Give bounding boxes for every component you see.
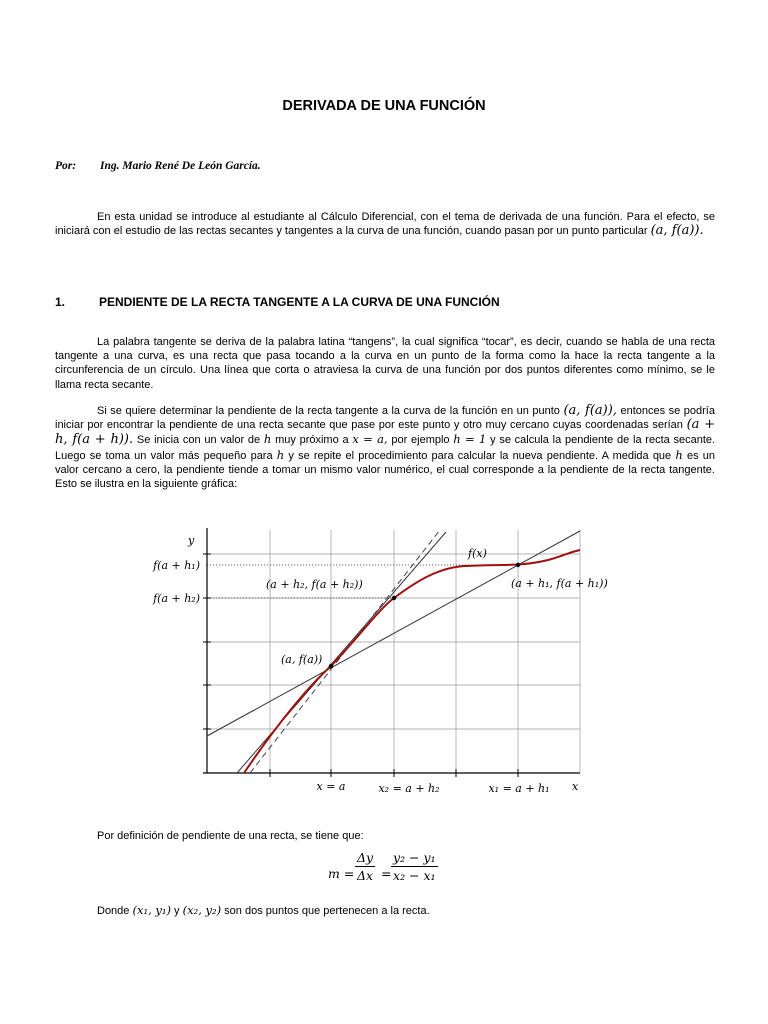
para2-text-7: y se repite el procedimiento para calcular la nueva pendiente. A medida que [288,449,672,462]
donde-text-3: son dos puntos que pertenecen a la recta. [224,905,430,917]
para2-math-7: h [675,447,683,462]
xtick-h1-label: x₁ = a + h₁ [488,782,550,795]
xtick-a-label: x = a [316,780,346,793]
secant-line-h1 [207,531,580,736]
paragraph-tangens [55,335,715,392]
document-title: DERIVADA DE UNA FUNCIÓN [282,98,486,114]
secant-tangent-graph [0,520,768,810]
paragraph-tangens-text: La palabra tangente se deriva de la palabra latina “tangens”, la cual significa “tocar”, es decir, cuando se habla de una recta tangente a una curva, es una recta que pasa tocando a la curva en un punto de la forma como la hace la recta tangente a la circunferencia de un círculo. Una línea que corta o atraviesa la curva de una función por dos puntos diferentes como mínimo, se le llama recta secante. [55,336,715,391]
ytick-h1-label: f(a + h₁) [153,559,200,572]
para2-math-4: x = a, [352,432,388,447]
grid [207,530,580,773]
para2-text-1: Si se quiere determinar la pendiente de la recta tangente a la curva de la función en un punto [97,405,560,417]
para2-math-1: (a, f(a)), [563,403,617,418]
formula-fraction-points [391,850,438,883]
para2-text-8: es un valor cercano a cero, la pendiente tiende a tomar un mismo valor numérico, el cual corresponde a la pendiente de la recta tangente. Esto se ilustra en la siguiente gráfica: [55,449,715,491]
section-title: PENDIENTE DE LA RECTA TANGENTE A LA CURVA DE UNA FUNCIÓN [99,295,500,309]
para2-text-6: y se calcula la pendiente de la recta secante. Luego se toma un valor más pequeño para [55,434,716,462]
para2-text-2: entonces se podría iniciar por encontrar la pendiente de una recta secante que pase por este punto y otro muy cercano cuyas coordenadas serían [55,405,715,432]
definition-text-content: Por definición de pendiente de una recta, se tiene que: [97,830,364,842]
para2-text-3: Se inicia con un valor de [136,434,261,447]
para2-math-3: h [263,432,272,447]
section-number: 1. [55,295,66,309]
y-axis-label: y [188,534,195,547]
formula-num-points: y₂ − y₁ [393,850,436,865]
point-h2-dot [392,596,396,600]
point-h2-label: (a + h₂, f(a + h₂)) [266,578,363,591]
xtick-h2-label: x₂ = a + h₂ [378,782,440,795]
author-label: Por: [55,160,77,172]
author-line [55,160,261,172]
section-heading [55,295,500,309]
point-a-label: (a, f(a)) [281,653,323,666]
intro-paragraph [55,210,715,238]
ytick-h2-label: f(a + h₂) [153,592,200,605]
formula-fraction-delta [355,850,375,883]
author-name: Ing. Mario René De León García. [100,160,261,172]
donde-math-1: (x₁, y₁) [132,903,171,917]
formula-m: m = [328,866,355,881]
donde-math-2: (x₂, y₂) [182,903,222,917]
formula-den-delta: Δx [357,868,374,883]
paragraph-secante [55,404,715,491]
x-axis-label: x [572,780,579,793]
definition-text [55,829,715,843]
donde-text-2: y [174,905,180,917]
curve-label: f(x) [468,547,487,560]
para2-text-4: muy próximo a [275,434,349,447]
donde-text-1: Donde [97,905,130,917]
donde-paragraph [55,903,715,918]
point-a-dot [329,664,333,668]
formula-equals: = [381,866,392,881]
point-h1-dot [516,563,520,567]
para2-math-6: h [276,447,285,462]
intro-text: En esta unidad se introduce al estudiante al Cálculo Diferencial, con el tema de derivada de una función. Para el efecto, se iniciará con el estudio de las rectas secantes y tangentes a la curva de una función, cuando pasan por un punto particular [55,211,715,238]
para2-math-2: (a + h, f(a + h)). [55,417,715,448]
formula-den-points: x₂ − x₁ [393,868,436,883]
formula-num-delta: Δy [357,850,374,865]
point-h1-label: (a + h₁, f(a + h₁)) [511,577,608,590]
para2-text-5: por ejemplo [391,434,450,447]
intro-math: (a, f(a)). [650,223,704,239]
para2-math-5: h = 1 [453,432,487,447]
